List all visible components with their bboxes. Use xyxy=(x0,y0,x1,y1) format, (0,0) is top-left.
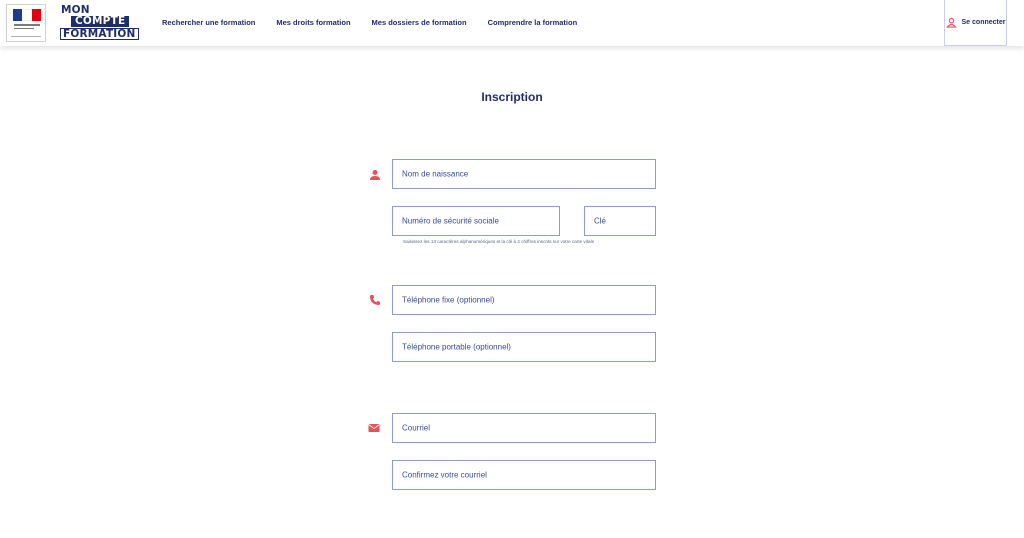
mon-compte-formation-logo[interactable] xyxy=(60,4,136,41)
email-placeholder: Courriel xyxy=(402,423,431,433)
nav-rechercher-formation[interactable]: Rechercher une formation xyxy=(162,18,256,27)
user-outline-icon xyxy=(946,17,957,28)
social-security-key-field[interactable] xyxy=(584,206,656,236)
email-confirm-placeholder: Confirmez votre courriel xyxy=(402,470,487,480)
page-title: Inscription xyxy=(481,90,543,104)
brand-line-3: FORMATION xyxy=(60,28,139,40)
phone-mobile-placeholder: Téléphone portable (optionnel) xyxy=(402,342,511,352)
nav-mes-droits-formation[interactable]: Mes droits formation xyxy=(276,18,351,27)
phone-fixed-placeholder: Téléphone fixe (optionnel) xyxy=(402,295,495,305)
site-header xyxy=(0,0,1024,46)
logo-text-line xyxy=(14,24,40,26)
logo-divider xyxy=(11,36,41,37)
social-security-placeholder: Numéro de sécurité sociale xyxy=(402,216,499,226)
login-button[interactable] xyxy=(944,0,1007,46)
email-confirm-field[interactable] xyxy=(392,460,656,490)
nav-comprendre-formation[interactable]: Comprendre la formation xyxy=(487,18,578,27)
birth-name-field[interactable] xyxy=(392,159,656,189)
email-field[interactable] xyxy=(392,413,656,443)
social-security-field[interactable] xyxy=(392,206,560,236)
phone-fixed-field[interactable] xyxy=(392,285,656,315)
logo-text-line xyxy=(14,28,34,29)
main-nav xyxy=(162,18,598,27)
phone-mobile-field[interactable] xyxy=(392,332,656,362)
envelope-icon xyxy=(368,422,380,434)
birth-name-placeholder: Nom de naissance xyxy=(402,169,469,179)
phone-icon xyxy=(369,294,381,306)
brand-line-2: COMPTE xyxy=(71,16,129,27)
french-flag-icon xyxy=(13,9,41,21)
nav-mes-dossiers-formation[interactable]: Mes dossiers de formation xyxy=(371,18,467,27)
person-icon xyxy=(369,169,381,181)
login-label: Se connecter xyxy=(961,19,1006,26)
republique-francaise-logo[interactable] xyxy=(6,4,46,42)
key-placeholder: Clé xyxy=(594,216,607,226)
social-security-hint: Saisissez les 13 caractères alphanumériques et la clé à 2 chiffres inscrits sur votre carte vitale xyxy=(403,239,595,244)
brand-line-1: MON xyxy=(61,4,90,16)
